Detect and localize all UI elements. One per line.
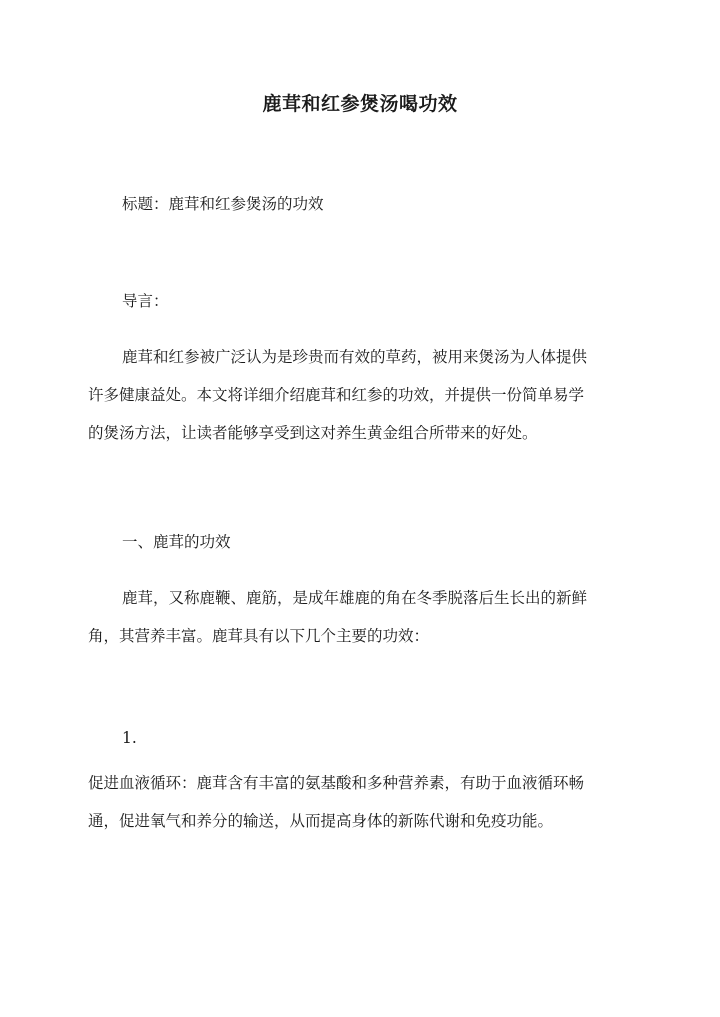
intro-line-1: 鹿茸和红参被广泛认为是珍贵而有效的草药，被用来煲汤为人体提供 — [122, 348, 588, 366]
intro-line-3: 的煲汤方法，让读者能够享受到这对养生黄金组合所带来的好处。 — [88, 424, 538, 442]
document-title: 鹿茸和红参煲汤喝功效 — [262, 93, 458, 115]
list-item-1-line-1: 促进血液循环：鹿茸含有丰富的氨基酸和多种营养素，有助于血液循环畅 — [88, 774, 585, 792]
subtitle-text: 标题：鹿茸和红参煲汤的功效 — [122, 195, 324, 213]
intro-paragraph — [88, 338, 636, 452]
section1-paragraph — [88, 579, 636, 655]
intro-heading — [88, 282, 636, 320]
subtitle-line — [88, 185, 636, 223]
section1-heading-text: 一、鹿茸的功效 — [122, 533, 231, 551]
list-item-1 — [88, 764, 636, 840]
list-item-number: 1. — [122, 729, 137, 747]
list-item-1-number — [88, 719, 636, 757]
section1-line-1: 鹿茸，又称鹿鞭、鹿筋，是成年雄鹿的角在冬季脱落后生长出的新鲜 — [122, 589, 588, 607]
intro-heading-text: 导言： — [122, 292, 169, 310]
intro-line-2: 许多健康益处。本文将详细介绍鹿茸和红参的功效，并提供一份简单易学 — [88, 386, 585, 404]
section1-heading — [88, 523, 636, 561]
section1-line-2: 角，其营养丰富。鹿茸具有以下几个主要的功效： — [88, 627, 430, 645]
list-item-1-line-2: 通，促进氧气和养分的输送，从而提高身体的新陈代谢和免疫功能。 — [88, 812, 554, 830]
